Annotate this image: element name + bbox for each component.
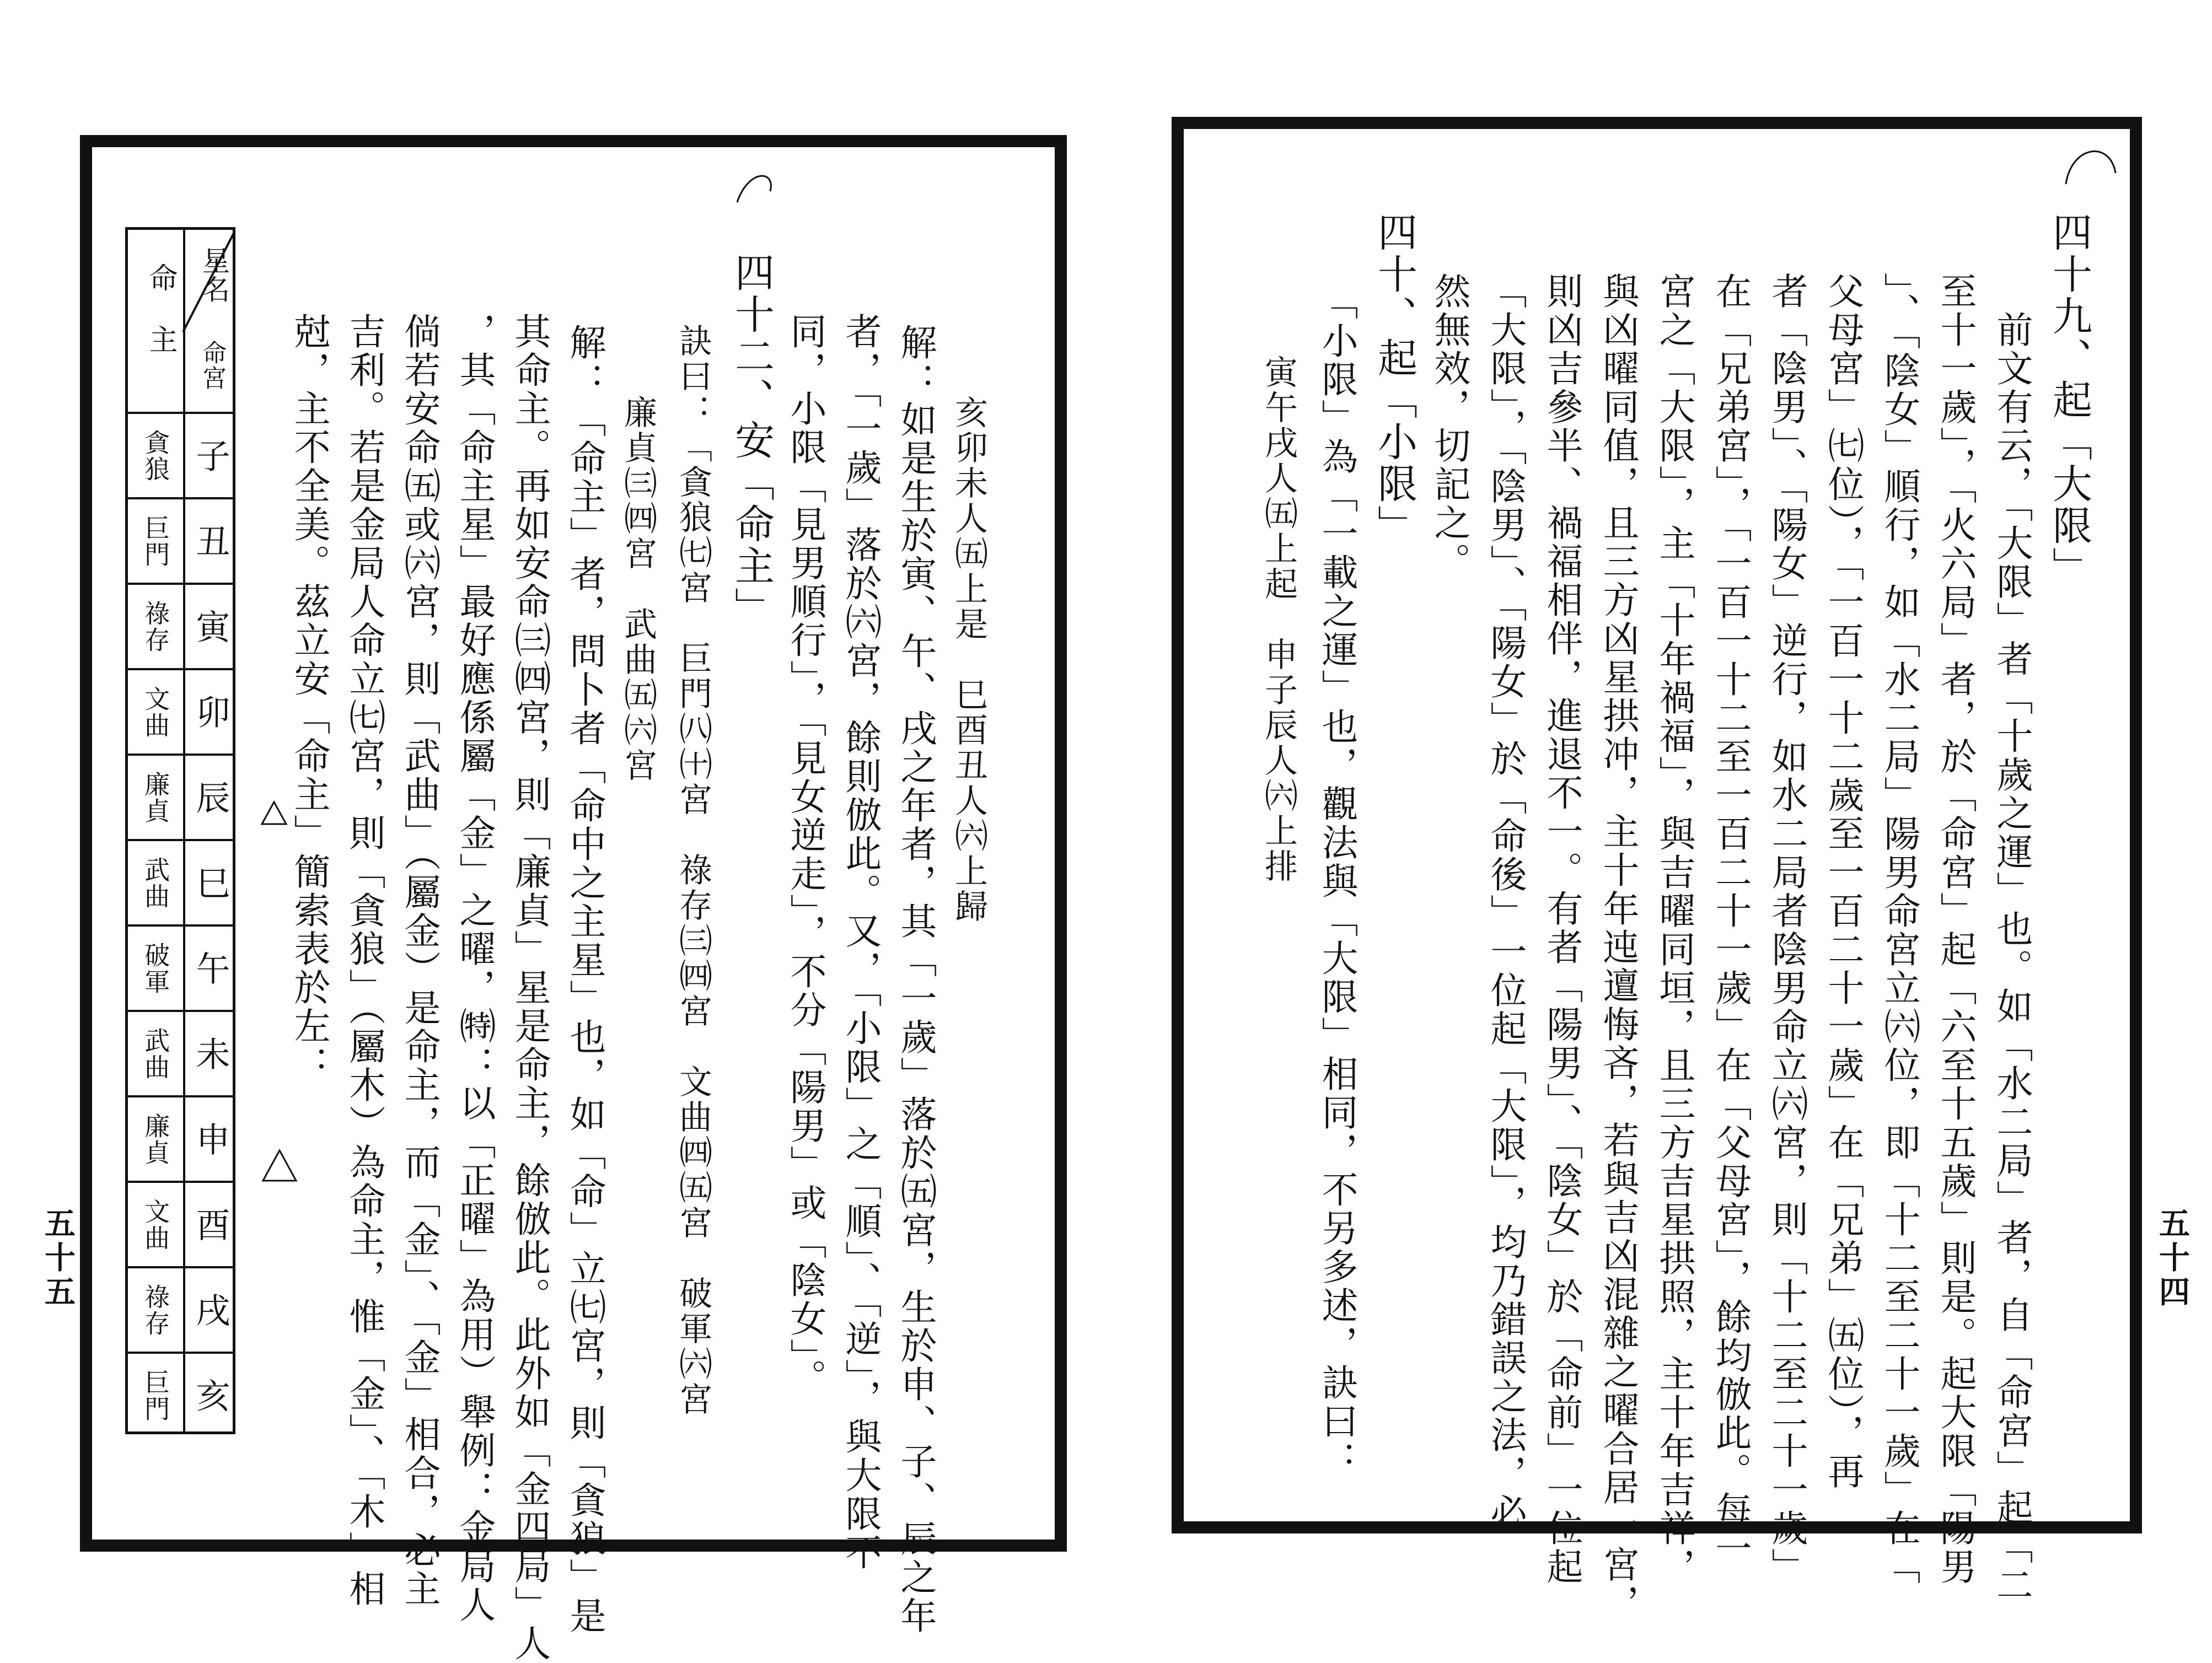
table-cell-palace	[185, 497, 235, 583]
table-cell-star	[128, 839, 183, 924]
table-cell-palace	[185, 412, 235, 497]
table-palace-label: 申	[190, 1121, 231, 1157]
left-text-column: 同，小限「見男順行」，「見女逆走」，不分「陽男」或「陰女」。	[784, 313, 826, 1397]
left-text-column: 解：「命主」者，問卜者「命中之主星」也，如「命」立㈦宮，則「貪狼」是	[563, 324, 606, 1635]
table-star-label: 文曲	[141, 1198, 171, 1251]
left-text-column: 四十二、安「命主」	[728, 252, 775, 629]
table-star-label: 貪狼	[141, 429, 171, 482]
table-star-label: 巨門	[141, 1369, 171, 1422]
table-cell-palace	[185, 668, 235, 754]
table-palace-label: 卯	[190, 694, 231, 730]
left-text-column: 亥卯未人㈤上是 巳酉丑人㈥上歸	[949, 395, 988, 924]
table-star-label: 廉貞	[141, 1112, 171, 1166]
table-palace-label: 丑	[190, 523, 231, 559]
right-text-column: 父母宮」㈦位），「一百一十二歲至一百二十一歲」在「兄弟」㈤位），再	[1822, 272, 1864, 1491]
table-star-label: 廉貞	[141, 771, 171, 824]
right-text-column: 宮之「大限」，主「十年禍福」，與吉曜同垣，且三方吉星拱照，主十年吉祥，	[1653, 272, 1695, 1586]
table-cell-palace	[185, 839, 235, 924]
table-header-palace: 命宮	[198, 340, 226, 391]
table-cell-star	[128, 412, 183, 497]
table-star-label: 武曲	[141, 1027, 171, 1080]
right-text-column: 「小限」為「一載之運」也，觀法與「大限」相同，不另多述，訣曰：	[1316, 283, 1358, 1479]
right-text-column: 至十一歲」，「火六局」者，於「命宮」起「六至十五歲」則是。起大限「陽男	[1934, 272, 1977, 1586]
right-text-column: 則凶吉參半、禍福相伴，進退不一。有者「陽男」、「陰女」於「命前」一位起	[1540, 272, 1583, 1586]
table-cell-star	[128, 497, 183, 583]
left-text-column: 解：如是生於寅、午、戌之年者，其「一歲」落於㈤宮，生於申、子、辰之年	[894, 324, 937, 1635]
triangle-mark-icon	[257, 1145, 302, 1189]
right-text-column: 「大限」，「陰男」、「陽女」於「命後」一位起「大限」，均乃錯誤之法，必	[1484, 272, 1527, 1532]
right-text-column: 與凶曜同值，且三方凶星拱冲，主十年迍邅悔吝，若與吉凶混雜之曜合居一宮，	[1597, 272, 1639, 1623]
table-cell-star	[128, 1010, 183, 1095]
right-text-column: 然無效，切記之。	[1428, 272, 1470, 581]
table-cell-star	[128, 1181, 183, 1266]
right-text-column: 」、「陰女」順行，如「水二局」陽男命宮立㈥位，即「十二至二十一歲」在「	[1878, 272, 1920, 1586]
table-cell-star	[128, 924, 183, 1010]
handwritten-mark-right-icon	[2055, 134, 2127, 201]
table-palace-label: 酉	[190, 1207, 231, 1242]
table-cell-star	[128, 1266, 183, 1352]
triangle-mark-small-icon	[257, 798, 291, 831]
right-text-column: 前文有云，「大限」者「十歲之運」也。如「水二局」者，自「命宮」起「二	[1990, 311, 2033, 1605]
table-cell-star	[128, 583, 183, 668]
handwritten-mark-icon	[726, 158, 792, 219]
table-header-row-label: 命主	[144, 263, 177, 386]
right-text-column: 四十九、起「大限」	[2046, 212, 2092, 589]
left-text-column: 者，「一歲」落於㈥宮，餘則倣此。又，「小限」之「順」、「逆」，與大限不	[839, 313, 882, 1572]
right-page	[1172, 117, 2142, 1623]
table-cell-palace	[185, 1352, 235, 1437]
left-text-column: 其命主。再如安命㈢㈣宮，則「廉貞」星是命主，餘倣此。此外如「金四局」人	[508, 313, 551, 1663]
table-star-label: 文曲	[141, 685, 171, 739]
table-star-label: 祿存	[141, 1283, 171, 1337]
table-palace-label: 戌	[190, 1292, 231, 1328]
folio-left: 五十五	[40, 1207, 76, 1310]
table-star-label: 巨門	[141, 514, 171, 568]
left-text-column: 倘若安命㈤或㈥宮，則「武曲」（屬金）是命主，而「金」、「金」相合，必主	[398, 313, 441, 1608]
table-cell-star	[128, 1352, 183, 1437]
left-text-column: 吉利。若是金局人命立㈦宮，則「貪狼」（屬木）為命主，惟「金」、「木」相	[343, 313, 385, 1608]
table-cell-star	[128, 754, 183, 839]
right-text-column: 寅午戌人㈤上起 申子辰人㈥上排	[1259, 355, 1298, 884]
table-cell-palace	[185, 1266, 235, 1352]
table-star-label: 祿存	[141, 600, 171, 653]
table-cell-star	[128, 1095, 183, 1181]
table-palace-label: 寅	[190, 609, 231, 644]
table-cell-palace	[185, 754, 235, 839]
table-palace-label: 未	[190, 1036, 231, 1072]
table-cell-palace	[185, 1010, 235, 1095]
table-cell-palace	[185, 1181, 235, 1266]
table-cell-palace	[185, 924, 235, 1010]
table-header-star: 星名	[198, 246, 230, 304]
table-cell-palace	[185, 1095, 235, 1181]
table-palace-label: 巳	[190, 865, 231, 901]
left-text-column: ，其「命主星」最好應係屬「金」之曜，㈵：以「正曜」為用）舉例：金局人	[453, 313, 496, 1624]
table-star-label: 武曲	[141, 856, 171, 909]
folio-right: 五十四	[2154, 1207, 2190, 1310]
table-cell-palace	[185, 583, 235, 668]
table-palace-label: 子	[190, 438, 231, 473]
table-palace-label: 辰	[190, 779, 231, 815]
left-text-column: 訣曰：「貪狼㈦宮 巨門㈧㈩宮 祿存㈢㈣宮 文曲㈣㈤宮 破軍㈥宮	[674, 324, 712, 1417]
table-header	[128, 230, 233, 412]
right-text-column: 者「陰男」、「陽女」逆行，如水二局者陰男命立㈥宮，則「十二至二十一歲」	[1765, 272, 1808, 1586]
right-text-column: 四十、起「小限」	[1371, 212, 1418, 547]
left-page	[80, 135, 1067, 1663]
left-text-column: 廉貞㈢㈣宮 武曲㈤㈥宮	[619, 395, 657, 783]
table-palace-label: 亥	[190, 1377, 231, 1413]
table-star-label: 破軍	[141, 941, 171, 995]
right-text-column: 在「兄弟宮」，「一百一十二至一百二十一歲」在「父母宮」，餘均倣此。每一	[1709, 272, 1752, 1568]
left-text-column: 尅，主不全美。茲立安「命主」簡索表於左：	[288, 313, 330, 1084]
table-palace-label: 午	[190, 950, 231, 986]
ming-zhu-table	[125, 227, 235, 1434]
table-cell-star	[128, 668, 183, 754]
